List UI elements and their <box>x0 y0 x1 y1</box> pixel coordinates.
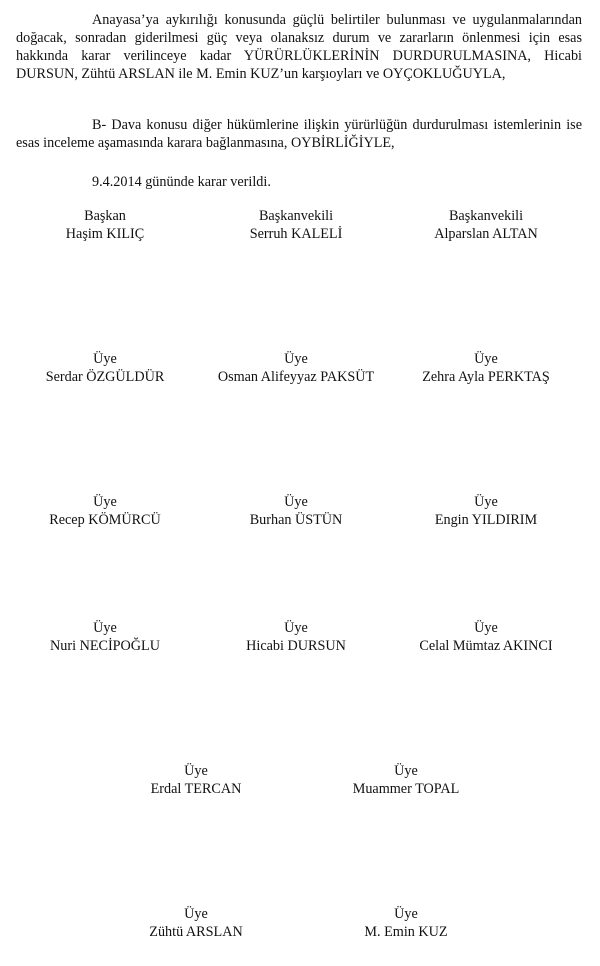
signatory-name: Erdal TERCAN <box>150 781 242 797</box>
signature-block <box>5 619 205 655</box>
decision-paragraph-stay-of-execution: Anayasa’ya aykırılığı konusunda güçlü belirtiler bulunması ve uygulanmalarından doğacak, sonradan giderilmesi güç veya olanaksız durum ve zararların önlenmesi için esas hakkında karar verilinceye kadar YÜRÜRLÜKLERİNİN DURDURULMASINA, Hicabi DURSUN, Zühtü ARSLAN ile M. Emin KUZ’un karşıoyları ve OYÇOKLUĞUYLA, <box>16 12 582 82</box>
signatory-title: Üye <box>284 351 308 367</box>
signatory-title: Üye <box>284 494 308 510</box>
signature-block <box>5 350 205 386</box>
signatory-name: Recep KÖMÜRCÜ <box>49 512 161 528</box>
signature-block <box>196 350 396 386</box>
signatory-name: Haşim KILIÇ <box>65 226 145 242</box>
signatory-title: Üye <box>394 906 418 922</box>
signature-block <box>96 905 296 941</box>
signatory-title: Başkan <box>84 208 126 224</box>
signatory-name: Osman Alifeyyaz PAKSÜT <box>217 369 375 385</box>
signatory-title: Üye <box>93 351 117 367</box>
signatory-name: Burhan ÜSTÜN <box>249 512 343 528</box>
signature-block <box>5 493 205 529</box>
signature-block <box>5 207 205 243</box>
signatory-name: Muammer TOPAL <box>352 781 460 797</box>
signatory-name: Nuri NECİPOĞLU <box>50 638 160 654</box>
signature-block <box>386 350 586 386</box>
signature-block <box>306 762 506 798</box>
decision-date-line: 9.4.2014 gününde karar verildi. <box>92 174 271 190</box>
signature-block <box>196 619 396 655</box>
signature-block <box>96 762 296 798</box>
signatory-name: M. Emin KUZ <box>364 924 448 940</box>
signatory-title: Üye <box>184 763 208 779</box>
signatory-name: Hicabi DURSUN <box>246 638 346 654</box>
signatory-name: Alparslan ALTAN <box>434 226 538 242</box>
signatory-title: Üye <box>394 763 418 779</box>
signatory-title: Üye <box>474 494 498 510</box>
signatory-title: Başkanvekili <box>258 208 334 224</box>
signatory-name: Zehra Ayla PERKTAŞ <box>422 369 550 385</box>
signatory-name: Engin YILDIRIM <box>434 512 538 528</box>
signatory-name: Zühtü ARSLAN <box>149 924 243 940</box>
signature-block <box>386 493 586 529</box>
signatory-title: Üye <box>474 351 498 367</box>
signatory-name: Serdar ÖZGÜLDÜR <box>45 369 165 385</box>
signatory-name: Celal Mümtaz AKINCI <box>419 638 553 654</box>
signatory-title: Üye <box>93 494 117 510</box>
signatory-title: Üye <box>474 620 498 636</box>
signature-block <box>196 493 396 529</box>
signature-block <box>386 619 586 655</box>
signatory-title: Üye <box>93 620 117 636</box>
signature-block <box>196 207 396 243</box>
signatory-title: Üye <box>284 620 308 636</box>
signature-block <box>306 905 506 941</box>
signature-block <box>386 207 586 243</box>
signatory-name: Serruh KALELİ <box>249 226 343 242</box>
signatory-title: Üye <box>184 906 208 922</box>
signatory-title: Başkanvekili <box>448 208 524 224</box>
decision-paragraph-b: B- Dava konusu diğer hükümlerine ilişkin yürürlüğün durdurulması istemlerinin ise esas inceleme aşamasında karara bağlanmasına, OYBİRLİĞİYLE, <box>16 117 582 151</box>
